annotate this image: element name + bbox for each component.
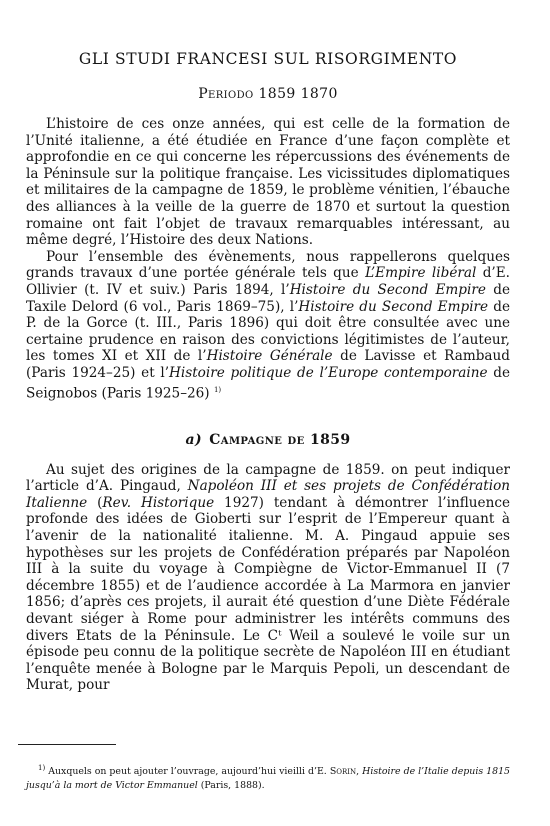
text-run: de Taxile Delord (6 vol., Paris 1869–75), l’ bbox=[26, 281, 510, 315]
intro-paragraph-1: L’histoire de ces onze années, qui est celle de la formation de l’Unité italienne, a été étudiée en France d’une façon complète et approfondie en ce qui concerne les répercussions des événements de la Péninsule sur la politique française. Les vicissitudes diplomatiques et militaires de la campagne de 1859, le problème vénitien, l’ébauche des alliances à la veille de la guerre de 1870 et surtout la question romaine ont fait l’objet de travaux remarquables intéressant, au même degré, l’Histoire des deux Nations. bbox=[26, 116, 510, 249]
footnote-reference: 1) bbox=[213, 385, 222, 394]
book-title: Histoire du Second Empire bbox=[298, 298, 489, 315]
book-title: Histoire de l’Italie depuis 1815 jusqu’à la mort de Victor Emmanuel bbox=[26, 766, 511, 791]
text-run: de P. de la Gorce (t. III., Paris 1896) qui doit être consultée avec une certaine prudence en raison des convictions légitimistes de l’auteur, les tomes XI et XII de l’ bbox=[26, 298, 511, 365]
intro-paragraph-2 bbox=[26, 249, 510, 402]
journal-title: Rev. Historique bbox=[102, 494, 215, 511]
section-title-years: 1859 1870 bbox=[258, 86, 338, 102]
text-run: 1927) tendant à démontrer l’influence profonde des idées de Gioberti sur l’esprit de l’Empereur quant à l’avenir de la nationalité italienne. M. A. Pingaud appuie ses hypothèses sur les projets de Confédération préparés par Napoléon III à la suite du voyage à Compiègne de Victor-Emmanuel II (7 décembre 1855) et de l’audience accordée à La Marmora en janvier 1856; d’après ces projets, il aurait été question d’une Diète Fédérale devant siéger à Rome pour administrer les intérêts communs des divers Etats de la Péninsule. Le Cᵗ Weil a soulevé le voile sur un épisode peu connu de la politique secrète de Napoléon III en étudiant l’enquête menée à Bologne par le Marquis Pepoli, un descendant de Murat, pour bbox=[26, 494, 510, 694]
article-title: Napoléon III et ses projets de Confédération Italienne bbox=[26, 478, 511, 511]
subsection-title-text: Campagne de bbox=[209, 431, 305, 448]
text-run: Auxquels on peut ajouter l’ouvrage, aujourd’hui vieilli d’E. bbox=[48, 766, 330, 778]
book-title: Histoire du Second Empire bbox=[289, 281, 486, 298]
book-title: L’Empire libéral bbox=[365, 265, 477, 282]
text-run: de Seignobos (Paris 1925–26) bbox=[26, 364, 510, 402]
text-run: Au sujet des origines de la campagne de 1859. on peut indiquer l’article d’A. Pingaud, bbox=[26, 461, 510, 495]
text-run: Pour l’ensemble des évènements, nous rappellerons quelques grands travaux d’une portée générale tels que bbox=[26, 248, 510, 282]
text-run: de Lavisse et Rambaud (Paris 1924–25) et l’ bbox=[26, 348, 510, 381]
book-title: Histoire Générale bbox=[206, 348, 333, 365]
text-run: (Paris, 1888). bbox=[197, 779, 265, 791]
footnote-divider bbox=[18, 744, 116, 745]
book-title: Histoire politique de l’Europe contemporaine bbox=[169, 364, 488, 381]
subsection-year: 1859 bbox=[309, 431, 351, 448]
author-name: Sorin bbox=[329, 766, 357, 778]
text-run: , bbox=[356, 766, 363, 778]
running-title: GLI STUDI FRANCESI SUL RISORGIMENTO bbox=[78, 50, 458, 68]
section-title-prefix: Periodo bbox=[198, 86, 254, 102]
body-paragraph bbox=[26, 462, 510, 694]
subsection-letter: a) bbox=[185, 431, 202, 448]
text-run: d’E. Ollivier (t. IV et suiv.) Paris 1894, l’ bbox=[26, 265, 510, 298]
page-content bbox=[26, 50, 510, 694]
footnote bbox=[26, 762, 510, 791]
section-title bbox=[26, 86, 510, 102]
footnote-number: 1) bbox=[38, 764, 46, 773]
subsection-title bbox=[26, 432, 510, 448]
text-run: ( bbox=[87, 494, 103, 511]
